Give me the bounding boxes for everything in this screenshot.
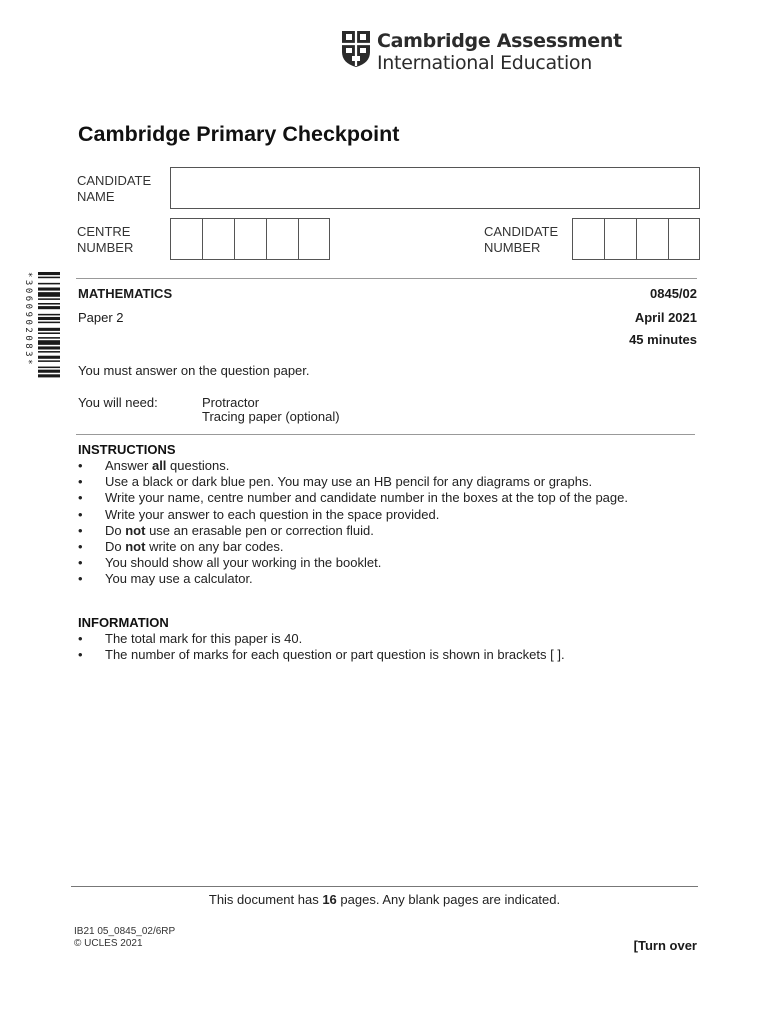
subject-title: MATHEMATICS (78, 286, 173, 301)
logo-line-2: International Education (377, 52, 592, 74)
centre-number-cell[interactable] (203, 219, 235, 259)
candidate-name-label (77, 173, 151, 204)
centre-number-cell[interactable] (235, 219, 267, 259)
list-item (78, 631, 565, 647)
information-list (78, 631, 565, 663)
page-count-note (71, 892, 698, 907)
list-item (78, 571, 628, 587)
list-item-text: Write your answer to each question in the space provided. (105, 506, 440, 522)
list-item-text: write on any bar codes. (145, 539, 284, 555)
logo-line-1: Cambridge Assessment (377, 30, 622, 52)
exam-date: April 2021 (634, 310, 697, 325)
candidate-number-label (484, 224, 558, 255)
required-item: Tracing paper (optional) (202, 409, 340, 424)
list-item (78, 523, 628, 539)
copyright: © UCLES 2021 (74, 938, 143, 949)
centre-number-label-line2: NUMBER (77, 239, 134, 255)
turn-over-label: [Turn over (633, 938, 697, 953)
list-item-text: Do (105, 539, 126, 555)
page-count-after: pages. Any blank pages are indicated. (336, 892, 561, 907)
list-item (78, 507, 628, 523)
list-item-text: Do (105, 522, 126, 538)
barcode-digits: *3060902083* (23, 272, 33, 368)
list-item (78, 647, 565, 663)
centre-number-cell[interactable] (171, 219, 203, 259)
candidate-number-label-line1: CANDIDATE (484, 224, 559, 239)
candidate-number-cell[interactable] (573, 219, 605, 259)
list-item (78, 490, 628, 506)
instructions-heading: INSTRUCTIONS (78, 442, 176, 457)
candidate-number-field[interactable] (572, 218, 700, 260)
page-title: Cambridge Primary Checkpoint (78, 122, 400, 146)
centre-number-cell[interactable] (299, 219, 329, 259)
list-item-text: Write your name, centre number and candidate number in the boxes at the top of the page. (105, 490, 628, 506)
list-item-emphasis: not (125, 539, 146, 555)
footer-divider (71, 886, 698, 887)
candidate-number-cell[interactable] (605, 219, 637, 259)
list-item-emphasis: not (125, 522, 146, 538)
reference-code: IB21 05_0845_02/6RP (74, 926, 176, 937)
cambridge-logo (341, 30, 622, 74)
list-item-text: The number of marks for each question or part question is shown in brackets [ ]. (105, 647, 565, 663)
divider (76, 434, 695, 435)
information-heading: INFORMATION (78, 615, 169, 630)
candidate-number-cell[interactable] (669, 219, 699, 259)
list-item (78, 458, 628, 474)
centre-number-cell[interactable] (267, 219, 299, 259)
answer-instruction: You must answer on the question paper. (78, 363, 310, 378)
exam-duration: 45 minutes (629, 332, 697, 347)
list-item-text: use an erasable pen or correction fluid. (145, 522, 374, 538)
instructions-list (78, 458, 628, 588)
candidate-name-label-line2: NAME (77, 188, 115, 204)
list-item-text: You may use a calculator. (105, 571, 253, 587)
divider (76, 278, 697, 279)
centre-number-label-line1: CENTRE (77, 224, 131, 239)
cambridge-crest-icon (341, 30, 371, 68)
list-item-text: Use a black or dark blue pen. You may use an HB pencil for any diagrams or graphs. (105, 474, 593, 490)
list-item (78, 555, 628, 571)
candidate-number-cell[interactable] (637, 219, 669, 259)
list-item-emphasis: all (151, 458, 167, 473)
you-will-need-label: You will need: (78, 395, 158, 410)
candidate-name-field[interactable] (170, 167, 700, 209)
candidate-number-label-line2: NUMBER (484, 239, 541, 255)
list-item (78, 474, 628, 490)
page-count: 16 (322, 892, 337, 907)
paper-code: 0845/02 (650, 286, 697, 301)
required-item: Protractor (202, 395, 260, 410)
list-item (78, 539, 628, 555)
list-item-text: questions. (166, 458, 230, 473)
centre-number-field[interactable] (170, 218, 330, 260)
page-count-before: This document has (208, 892, 323, 907)
list-item-text: Answer (105, 458, 152, 473)
document-reference (74, 926, 175, 950)
list-item-text: You should show all your working in the booklet. (105, 555, 382, 571)
list-item-text: The total mark for this paper is 40. (105, 631, 303, 646)
centre-number-label (77, 224, 133, 255)
candidate-name-label-line1: CANDIDATE (77, 173, 152, 188)
paper-number: Paper 2 (78, 310, 124, 325)
